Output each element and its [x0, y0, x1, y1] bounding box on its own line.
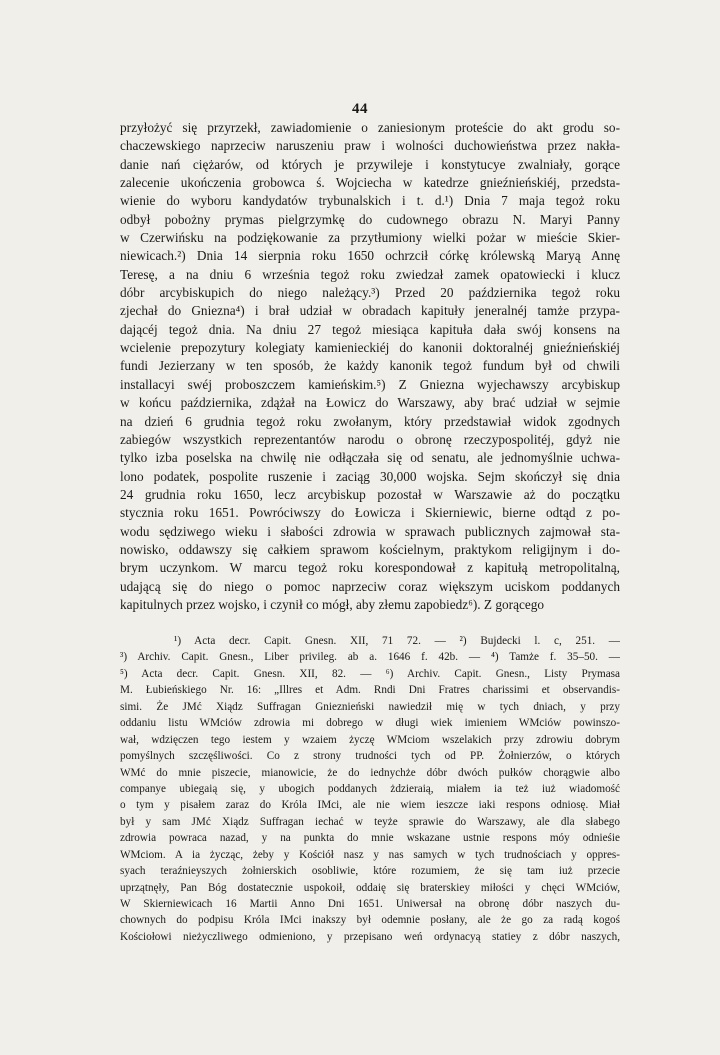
footnote-line: wał, wdzięczen tego iestem y wzaiem życzę WMciom wszelakich przy zdrowiu dobrym	[120, 733, 620, 746]
text-line: na dzień 6 grudnia tegoż roku zwołanym, który przedstawiał widok zgodnych	[120, 413, 620, 429]
footnote-line: o tym y pisałem zaraz do Króla IMci, ale nie wiem ieszcze iaki respons odniosę. Miał	[120, 799, 620, 812]
text-line: zjechał do Gniezna⁴) i brał udział w obradach kapituły jeneralnéj tamże przypa-	[120, 303, 620, 319]
text-line: wienie do wyboru kandydatów trybunalskich i t. d.¹) Dnia 7 maja tegoż roku	[120, 193, 620, 209]
footnote-line: syach teraźnieyszych żołnierskich osobliwie, które rozumiem, że się tam iuż przecie	[120, 865, 620, 878]
page-number: 44	[352, 101, 368, 117]
text-line: kapitulnych przez wojsko, i czynił co mógł, aby złemu zapobiedz⁶). Z gorącego	[120, 596, 545, 612]
text-line: niewicach.²) Dnia 14 sierpnia roku 1650 ochrzcił córkę królewską Maryą Annę	[120, 248, 620, 264]
main-text	[120, 119, 620, 614]
text-line: danie nań ciężarów, od których je przywileje i konstytucye zwalniały, gorące	[120, 156, 620, 172]
text-line: odbył pobożny prymas pielgrzymkę do cudownego obrazu N. Maryi Panny	[120, 211, 620, 227]
footnote-line: oddaniu listu WMciów zdrowia mi dobrego w długi wiek imieniem WMciów powinszo-	[120, 717, 620, 730]
footnote-line: ³) Archiv. Capit. Gnesn., Liber privileg. ab a. 1646 f. 42b. — ⁴) Tamże f. 35–50. —	[120, 651, 620, 664]
footnote-line: simi. Że JMć Xiądz Suffragan Gnieznieński nawiedził mię w tych dniach, y przy	[120, 700, 620, 713]
footnote-line: pomyślnych szczęśliwości. Co z strony trudności tych od PP. Żołnierzów, o których	[120, 750, 620, 763]
footnote-line: WMciom. A ia życząc, żeby y Kościół nasz y nas samych w tych trudnościach y oppres-	[120, 848, 620, 861]
footnote-line: ⁵) Acta decr. Capit. Gnesn. XII, 82. — ⁶) Archiv. Capit. Gnesn., Listy Prymasa	[120, 667, 620, 680]
text-line: dóbr arcybiskupich do niego należący.³) Przed 20 października tegoż roku	[120, 285, 620, 301]
text-line: installacyi swéj proboszczem kamieńskim.⁵) Z Gniezna wyjechawszy arcybiskup	[120, 376, 620, 392]
text-line: nowisko, oddawszy się całkiem sprawom kościelnym, praktykom religijnym i do-	[120, 541, 620, 557]
footnote-line: M. Łubieńskiego Nr. 16: „Illres et Adm. Rndi Dni Fratres charissimi et observandis-	[120, 684, 620, 697]
footnote-line: companye ubiegaią się, y ubogich poddanych żdzieraią, miałem ia też iuż wiadomość	[120, 782, 620, 795]
text-line: stycznia roku 1651. Powróciwszy do Łowicza i Skierniewic, bierne odtąd z po-	[120, 505, 620, 521]
text-line: w końcu października, zdążał na Łowicz do Warszawy, aby brać udział w sejmie	[120, 395, 620, 411]
footnote-line: chownych do podpisu Króla IMci inakszy był odemnie posłany, ale że go za radą kogoś	[120, 914, 620, 927]
footnote-line: ¹) Acta decr. Capit. Gnesn. XII, 71 72. — ²) Bujdecki l. c, 251. —	[174, 635, 620, 647]
text-line: zabiegów wszystkich reprezentantów narodu o obronę rzeczypospolitéj, gdyż nie	[120, 431, 620, 447]
footnote-line: był y sam JMć Xiądz Suffragan iechać w teyże sprawie do Warszawy, ale dla słabego	[120, 815, 620, 828]
footnotes	[120, 633, 620, 945]
text-line: Teresę, a na dniu 6 września tegoż roku zwiedzał zamek opatowiecki i klucz	[120, 266, 620, 282]
text-line: chaczewskiego naprzeciw naruszeniu praw i wolności duchowieństwa przez nakła-	[120, 138, 620, 154]
footnote-line: zdrowia powraca nazad, y na punkta do mnie wskazane ustnie respons móy odnieśie	[120, 832, 620, 845]
text-line: fundi Jezierzany w ten sposób, że każdy kanonik tegoż fundum był od chwili	[120, 358, 620, 374]
footnote-line: WMć do mnie piszecie, mianowicie, że do iednychże dóbr dwóch pułków chorągwie albo	[120, 766, 620, 779]
text-line: udającą się do niego o pomoc naprzeciw coraz większym uciskom poddanych	[120, 578, 620, 594]
text-line: brym uczynkom. W marcu tegoż roku korespondował z kapitułą metropolitalną,	[120, 560, 620, 576]
text-line: przyłożyć się przyrzekł, zawiadomienie o zaniesionym proteście do akt grodu so-	[120, 120, 620, 135]
text-line: zalecenie ukończenia grobowca ś. Wojciecha w katedrze gnieźnieńskiéj, przedsta-	[120, 175, 620, 191]
footnote-line: uprzątnęły, Pan Bóg dostatecznie uspokoił, oddaię się braterskiey miłości y chęci WMciów,	[120, 881, 620, 894]
text-line: lono podatek, pospolite ruszenie i zaciąg 30,000 wojska. Sejm skończył się dnia	[120, 468, 620, 484]
text-line: wcielenie prepozytury kolegiaty kamienieckiéj do kanonii doktoralnéj gnieźnieńskiéj	[120, 340, 620, 356]
text-line: dającéj tegoż dnia. Na dniu 27 tegoż miesiąca kapituła dała swój konsens na	[120, 321, 620, 337]
text-line: w Czerwińsku na podziękowanie za przytłumiony wielki pożar w mieście Skier-	[120, 230, 620, 246]
text-line: tylko izba poselska na chwilę nie odłączała się od senatu, ale jednomyślnie uchwa-	[120, 450, 620, 466]
footnote-line: W Skierniewicach 16 Martii Anno Dni 1651. Uniwersał na obronę dóbr naszych du-	[120, 898, 620, 910]
text-line: 24 grudnia roku 1650, lecz arcybiskup pozostał w Warszawie aż do początku	[120, 486, 620, 502]
footnote-line: Kościołowi nieżyczliwego odmieniono, y przepisano weń ordynacyą statiey z dóbr naszych,	[120, 930, 620, 943]
text-line: wodu sędziwego wieku i słabości zdrowia w sprawach publicznych zajmował sta-	[120, 523, 620, 539]
